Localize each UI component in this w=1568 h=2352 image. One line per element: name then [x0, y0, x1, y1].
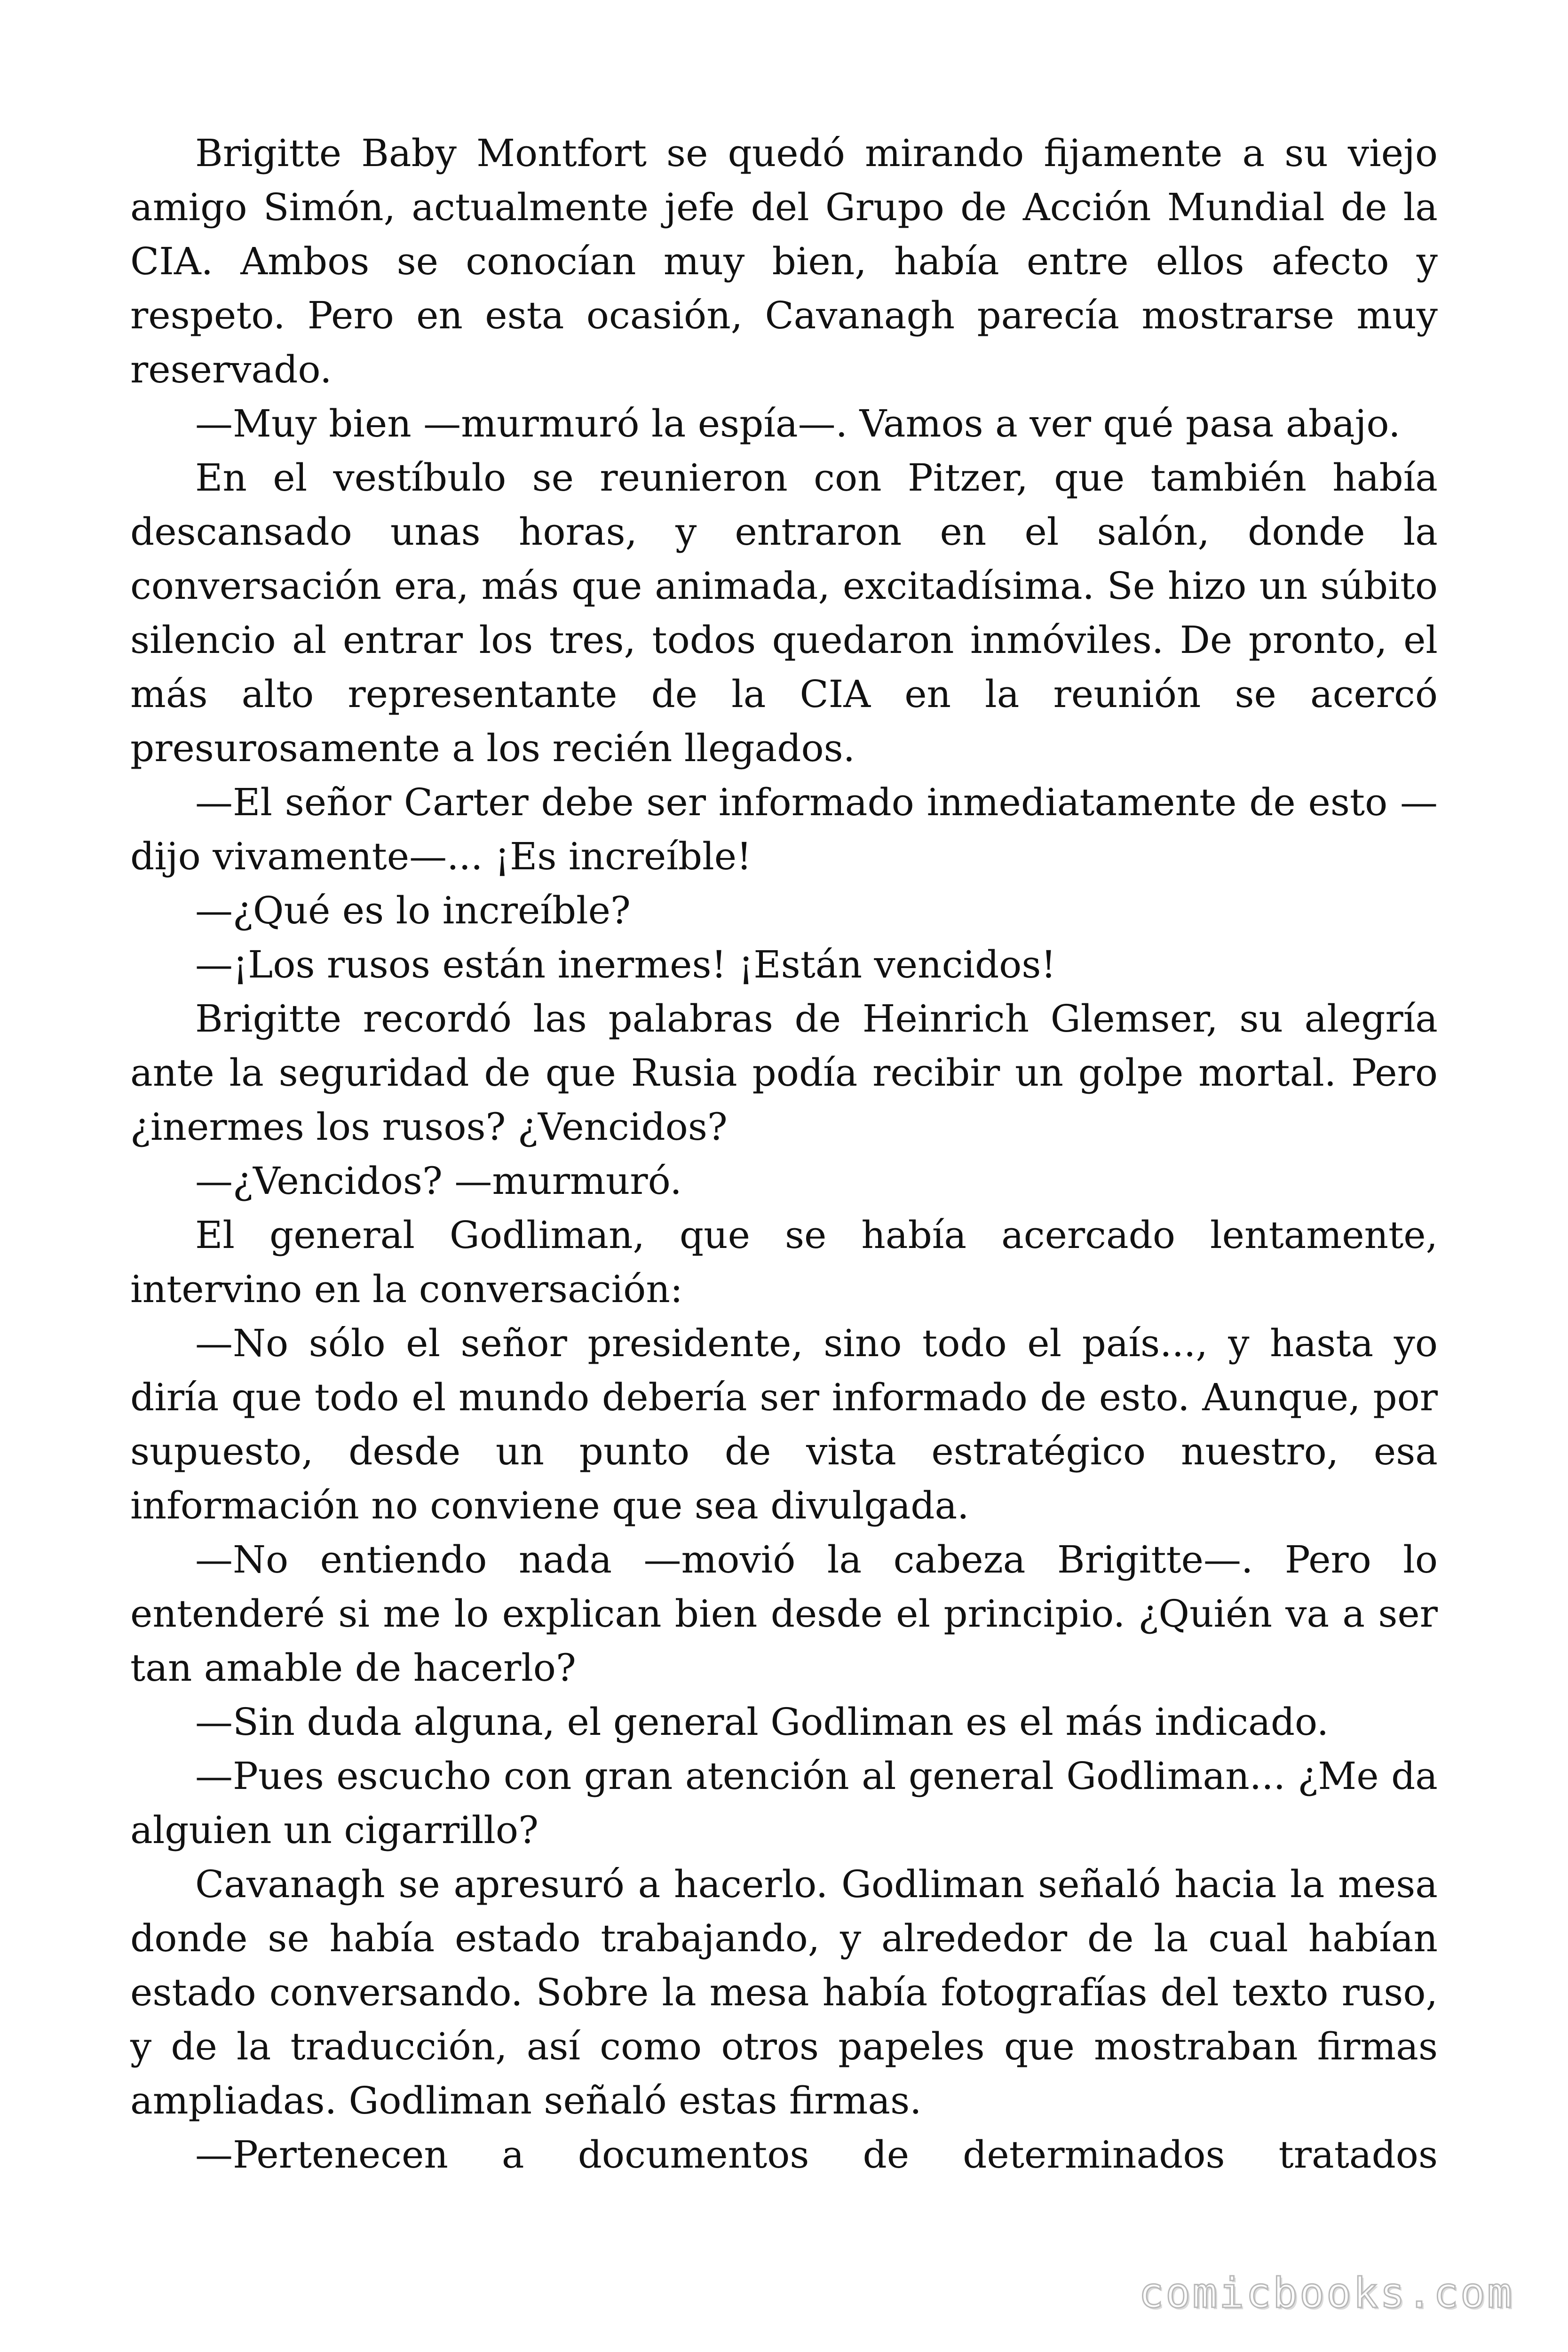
document-page: [130, 126, 1438, 2182]
paragraph: —Sin duda alguna, el general Godliman es el más indicado.: [195, 1700, 1329, 1744]
paragraph: —¿Qué es lo increíble?: [195, 889, 631, 932]
paragraph: El general Godliman, que se había acercado lentamente, intervino en la conversación:: [130, 1213, 1438, 1311]
paragraph: —¿Vencidos? —murmuró.: [195, 1159, 682, 1203]
paragraph: —Pues escucho con gran atención al general Godliman... ¿Me da alguien un cigarrillo?: [130, 1754, 1438, 1852]
paragraph: —¡Los rusos están inermes! ¡Están vencidos!: [195, 943, 1056, 986]
paragraph: —No entiendo nada —movió la cabeza Brigitte—. Pero lo entenderé si me lo explican bien desde el principio. ¿Quién va a ser tan amable de hacerlo?: [130, 1538, 1438, 1690]
paragraph: Brigitte recordó las palabras de Heinrich Glemser, su alegría ante la seguridad de que Rusia podía recibir un golpe mortal. Pero ¿inermes los rusos? ¿Vencidos?: [130, 997, 1438, 1149]
paragraph: Cavanagh se apresuró a hacerlo. Godliman señaló hacia la mesa donde se había estado trabajando, y alrededor de la cual habían estado conversando. Sobre la mesa había fotografías del texto ruso, y de la traducción, así como otros papeles que mostraban firmas ampliadas. Godliman señaló estas firmas.: [130, 1862, 1438, 2122]
watermark: comicbooks.com: [1139, 2269, 1514, 2317]
paragraph: —Muy bien —murmuró la espía—. Vamos a ver qué pasa abajo.: [195, 402, 1401, 445]
paragraph: —El señor Carter debe ser informado inmediatamente de esto —dijo vivamente—... ¡Es increíble!: [130, 780, 1438, 878]
paragraph: En el vestíbulo se reunieron con Pitzer, que también había descansado unas horas, y entraron en el salón, donde la conversación era, más que animada, excitadísima. Se hizo un súbito silencio al entrar los tres, todos quedaron inmóviles. De pronto, el más alto representante de la CIA en la reunión se acercó presurosamente a los recién llegados.: [130, 456, 1438, 770]
paragraph-last: —Pertenecen a documentos de determinados tratados: [195, 2133, 1438, 2177]
paragraph: —No sólo el señor presidente, sino todo el país..., y hasta yo diría que todo el mundo debería ser informado de esto. Aunque, por supuesto, desde un punto de vista estratégico nuestro, esa información no conviene que sea divulgada.: [130, 1321, 1438, 1527]
paragraph: Brigitte Baby Montfort se quedó mirando fijamente a su viejo amigo Simón, actualmente jefe del Grupo de Acción Mundial de la CIA. Ambos se conocían muy bien, había entre ellos afecto y respeto. Pero en esta ocasión, Cavanagh parecía mostrarse muy reservado.: [130, 131, 1438, 391]
